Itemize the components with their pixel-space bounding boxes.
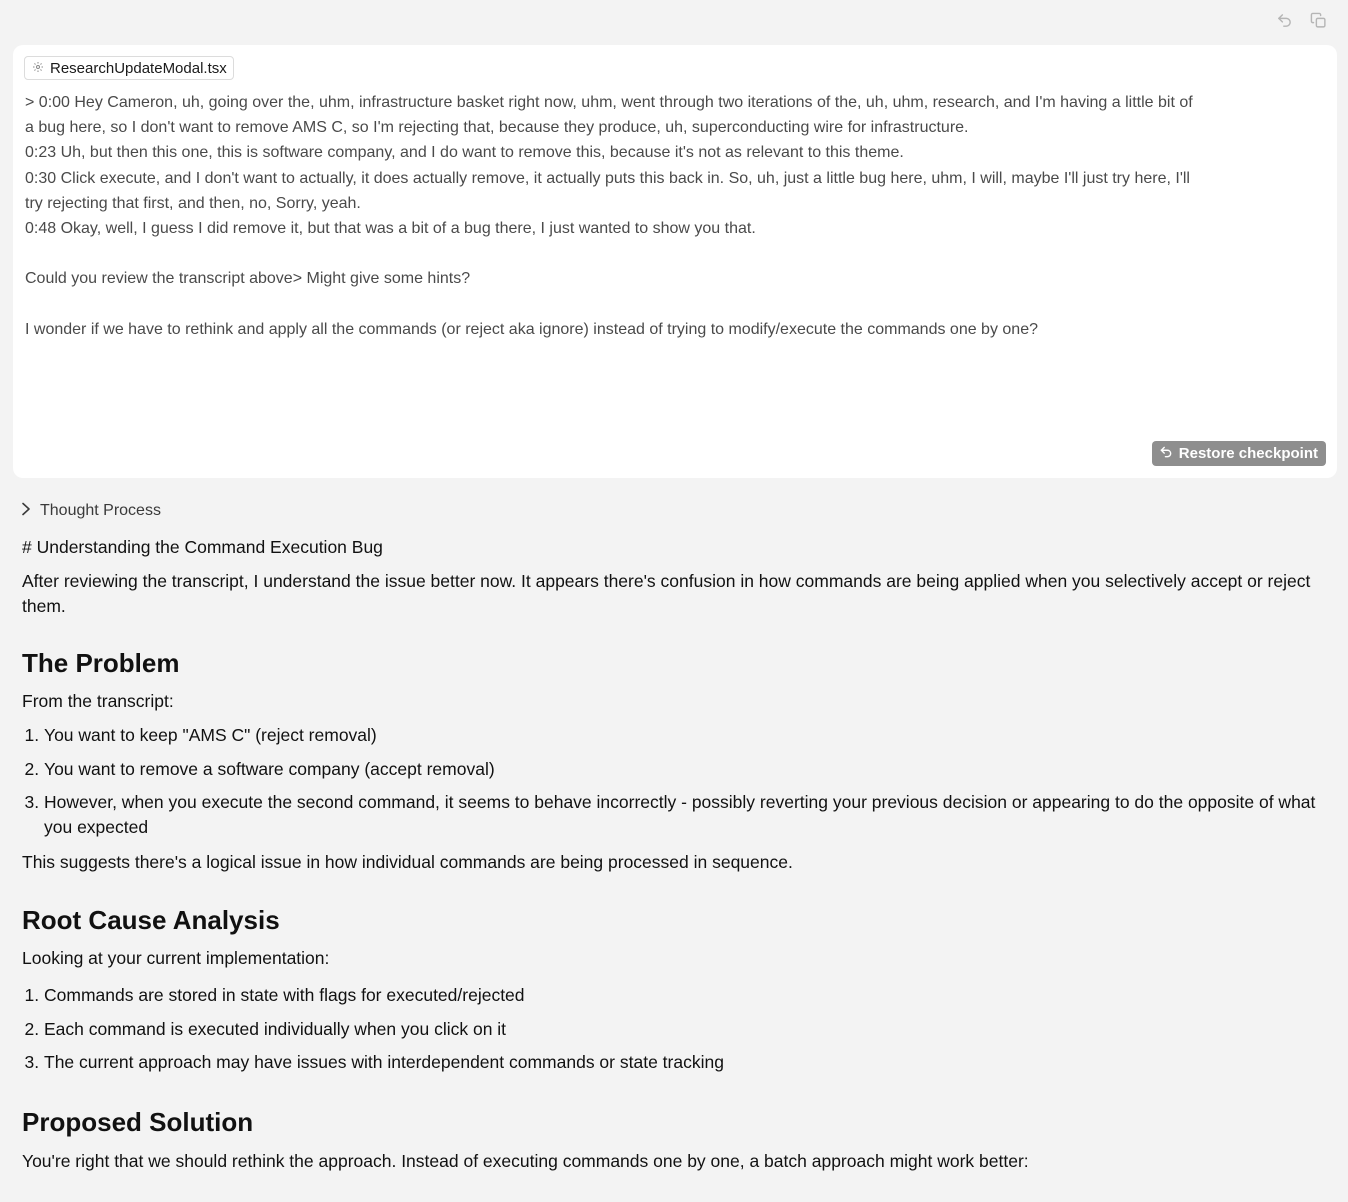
list-item: 2. You want to remove a software company (accept removal): [44, 757, 1322, 782]
list-item: 2. Each command is executed individually when you click on it: [44, 1017, 1322, 1042]
assistant-response: [22, 535, 1322, 1174]
root-cause-heading: Root Cause Analysis: [22, 905, 280, 935]
transcript-line: 0:48 Okay, well, I guess I did remove it, but that was a bit of a bug there, I just wanted to show you that.: [25, 220, 756, 238]
user-message-card: [13, 45, 1337, 478]
problem-list: [22, 723, 1322, 840]
solution-heading: Proposed Solution: [22, 1107, 254, 1137]
response-title-line: # Understanding the Command Execution Bug: [22, 537, 383, 557]
blank-line: [25, 241, 1329, 266]
transcript-line: 0:23 Uh, but then this one, this is software company, and I do want to remove this, because it's not as relevant to this theme.: [25, 144, 904, 162]
restore-checkpoint-label: Restore checkpoint: [1178, 445, 1318, 462]
thought-process-label: Thought Process: [40, 502, 161, 519]
problem-heading: The Problem: [22, 648, 180, 678]
list-item: 3. The current approach may have issues with interdependent commands or state tracking: [44, 1050, 1322, 1075]
transcript-line: try rejecting that first, and then, no, Sorry, yeah.: [25, 194, 361, 212]
gear-icon: [32, 60, 44, 77]
list-item: 1. You want to keep "AMS C" (reject removal): [44, 723, 1322, 748]
file-chip-label: ResearchUpdateModal.tsx: [50, 59, 227, 77]
undo-icon[interactable]: [1274, 10, 1294, 30]
blank-line: [25, 292, 1329, 317]
chevron-right-icon: [20, 502, 32, 521]
user-message-text: [25, 90, 1329, 342]
problem-summary: This suggests there's a logical issue in how individual commands are being processed in sequence.: [22, 852, 793, 872]
transcript-line: 0:30 Click execute, and I don't want to actually, it does actually remove, it actually puts this back in. So, uh, just a little bug here, uhm, I will, maybe I'll just try here, I'll: [25, 169, 1190, 187]
file-attachment-chip[interactable]: [24, 56, 234, 80]
problem-lead: From the transcript:: [22, 691, 174, 711]
list-item: 3. However, when you execute the second command, it seems to behave incorrectly - possibly reverting your previous decision or appearing to do the opposite of what you expected: [44, 790, 1322, 840]
solution-lead: You're right that we should rethink the approach. Instead of executing commands one by one, a batch approach might work better:: [22, 1151, 1029, 1171]
thought-process-toggle[interactable]: [20, 500, 161, 522]
undo-icon: [1159, 445, 1173, 463]
transcript-line: > 0:00 Hey Cameron, uh, going over the, uhm, infrastructure basket right now, uhm, went through two iterations of the, uh, uhm, research, and I'm having a little bit of: [25, 94, 1193, 111]
response-intro: After reviewing the transcript, I understand the issue better now. It appears there's confusion in how commands are being applied when you selectively accept or reject them.: [22, 571, 1311, 616]
transcript-line: a bug here, so I don't want to remove AMS C, so I'm rejecting that, because they produce, uh, superconducting wire for infrastructure.: [25, 119, 969, 137]
message-actions: [1274, 10, 1328, 30]
root-cause-lead: Looking at your current implementation:: [22, 948, 330, 968]
restore-checkpoint-button[interactable]: [1152, 441, 1326, 466]
question-line: Could you review the transcript above> Might give some hints?: [25, 270, 471, 288]
copy-icon[interactable]: [1308, 10, 1328, 30]
list-item: 1. Commands are stored in state with flags for executed/rejected: [44, 983, 1322, 1008]
question-line: I wonder if we have to rethink and apply all the commands (or reject aka ignore) instead of trying to modify/execute the commands one by one?: [25, 320, 1038, 338]
root-cause-list: [22, 983, 1322, 1075]
